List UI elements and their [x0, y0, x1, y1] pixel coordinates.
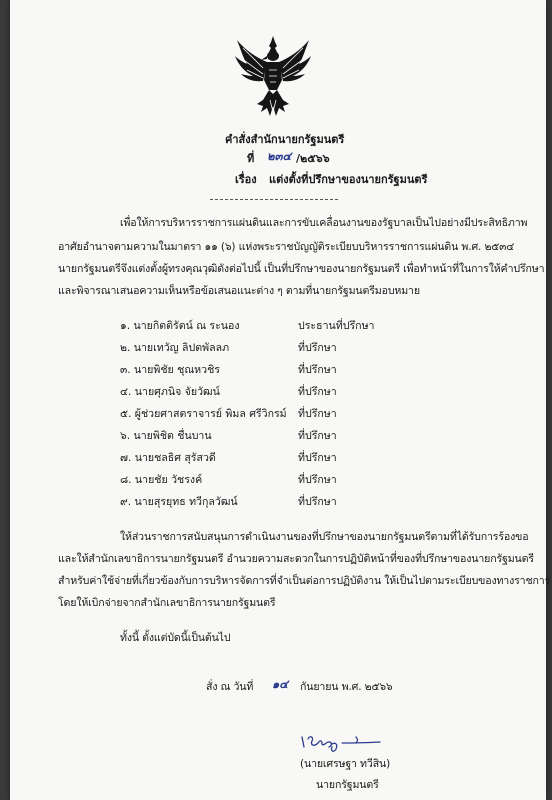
subject-label: เรื่อง	[235, 173, 257, 186]
paragraph-2-line-4: โดยให้เบิกจ่ายจากสำนักเลขาธิการนายกรัฐมนตรี	[58, 597, 276, 609]
member-name: ๖. นายพิชิต ชื่นบาน	[120, 430, 212, 442]
member-role: ที่ปรึกษา	[298, 386, 337, 398]
member-name: ๙. นายสุรยุทธ ทวีกุลวัฒน์	[120, 496, 238, 508]
date-day-handwritten: ๑๔	[272, 677, 289, 691]
signer-position: นายกรัฐมนตรี	[316, 779, 379, 791]
paragraph-2-line-3: สำหรับค่าใช้จ่ายที่เกี่ยวข้องกับการบริหารจัดการที่จำเป็นต่อการปฏิบัติงาน ให้เป็นไปตามระเบียบของทางราชการ	[58, 575, 551, 587]
member-role: ที่ปรึกษา	[298, 364, 337, 376]
paragraph-1-line-4: และพิจารณาเสนอความเห็นหรือข้อเสนอแนะต่าง ๆ ตามที่นายกรัฐมนตรีมอบหมาย	[58, 285, 420, 297]
handwritten-signature	[298, 731, 384, 753]
member-name: ๑. นายกิตติรัตน์ ณ ระนอง	[120, 320, 240, 332]
paragraph-2-line-2: และให้สำนักเลขาธิการนายกรัฐมนตรี อำนวยความสะดวกในการปฏิบัติหน้าที่ของที่ปรึกษาของนายกรัฐมนตรี	[58, 553, 534, 565]
member-role: ประธานที่ปรึกษา	[298, 320, 375, 332]
effective-clause: ทั้งนี้ ตั้งแต่บัดนี้เป็นต้นไป	[120, 632, 231, 644]
subject-text: แต่งตั้งที่ปรึกษาของนายกรัฐมนตรี	[269, 173, 428, 186]
member-name: ๔. นายศุภนิจ จัยวัฒน์	[120, 386, 220, 398]
member-role: ที่ปรึกษา	[298, 496, 337, 508]
member-role: ที่ปรึกษา	[298, 430, 337, 442]
document-title: คำสั่งสำนักนายกรัฐมนตรี	[225, 133, 345, 146]
date-suffix: กันยายน พ.ศ. ๒๕๖๖	[300, 681, 393, 693]
member-name: ๓. นายพิชัย ชุณหวชิร	[120, 364, 220, 376]
order-number-suffix: /๒๕๖๖	[296, 152, 330, 165]
member-name: ๗. นายชลธิศ สุรัสวดี	[120, 452, 216, 464]
member-name: ๒. นายเทวัญ ลิปตพัลลภ	[120, 342, 230, 354]
member-role: ที่ปรึกษา	[298, 452, 337, 464]
member-role: ที่ปรึกษา	[298, 342, 337, 354]
paragraph-2-line-1: ให้ส่วนราชการสนับสนุนการดำเนินงานของที่ปรึกษาของนายกรัฐมนตรีตามที่ได้รับการร้องขอ	[120, 531, 529, 543]
member-name: ๘. นายชัย วัชรงค์	[120, 474, 203, 486]
order-number-handwritten: ๒๓๔	[267, 149, 292, 163]
garuda-emblem-icon	[233, 34, 313, 118]
member-name: ๕. ผู้ช่วยศาสตราจารย์ พิมล ศรีวิกรม์	[120, 408, 287, 420]
date-prefix: สั่ง ณ วันที่	[206, 681, 254, 693]
document-page	[10, 0, 551, 800]
paragraph-1-line-2: อาศัยอำนาจตามความในมาตรา ๑๑ (๖) แห่งพระราชบัญญัติระเบียบบริหารราชการแผ่นดิน พ.ศ. ๒๕๓๔	[58, 241, 515, 253]
paragraph-1-line-3: นายกรัฐมนตรีจึงแต่งตั้งผู้ทรงคุณวุฒิดังต่อไปนี้ เป็นที่ปรึกษาของนายกรัฐมนตรี เพื่อทำหน้าที่ในการให้คำปรึกษา	[58, 263, 545, 275]
header-divider	[210, 199, 338, 200]
order-number-prefix: ที่	[247, 152, 255, 165]
paragraph-1-line-1: เพื่อให้การบริหารราชการแผ่นดินและการขับเคลื่อนงานของรัฐบาลเป็นไปอย่างมีประสิทธิภาพ	[120, 217, 528, 229]
member-role: ที่ปรึกษา	[298, 474, 337, 486]
signer-name: (นายเศรษฐา ทวีสิน)	[300, 758, 391, 770]
member-role: ที่ปรึกษา	[298, 408, 337, 420]
